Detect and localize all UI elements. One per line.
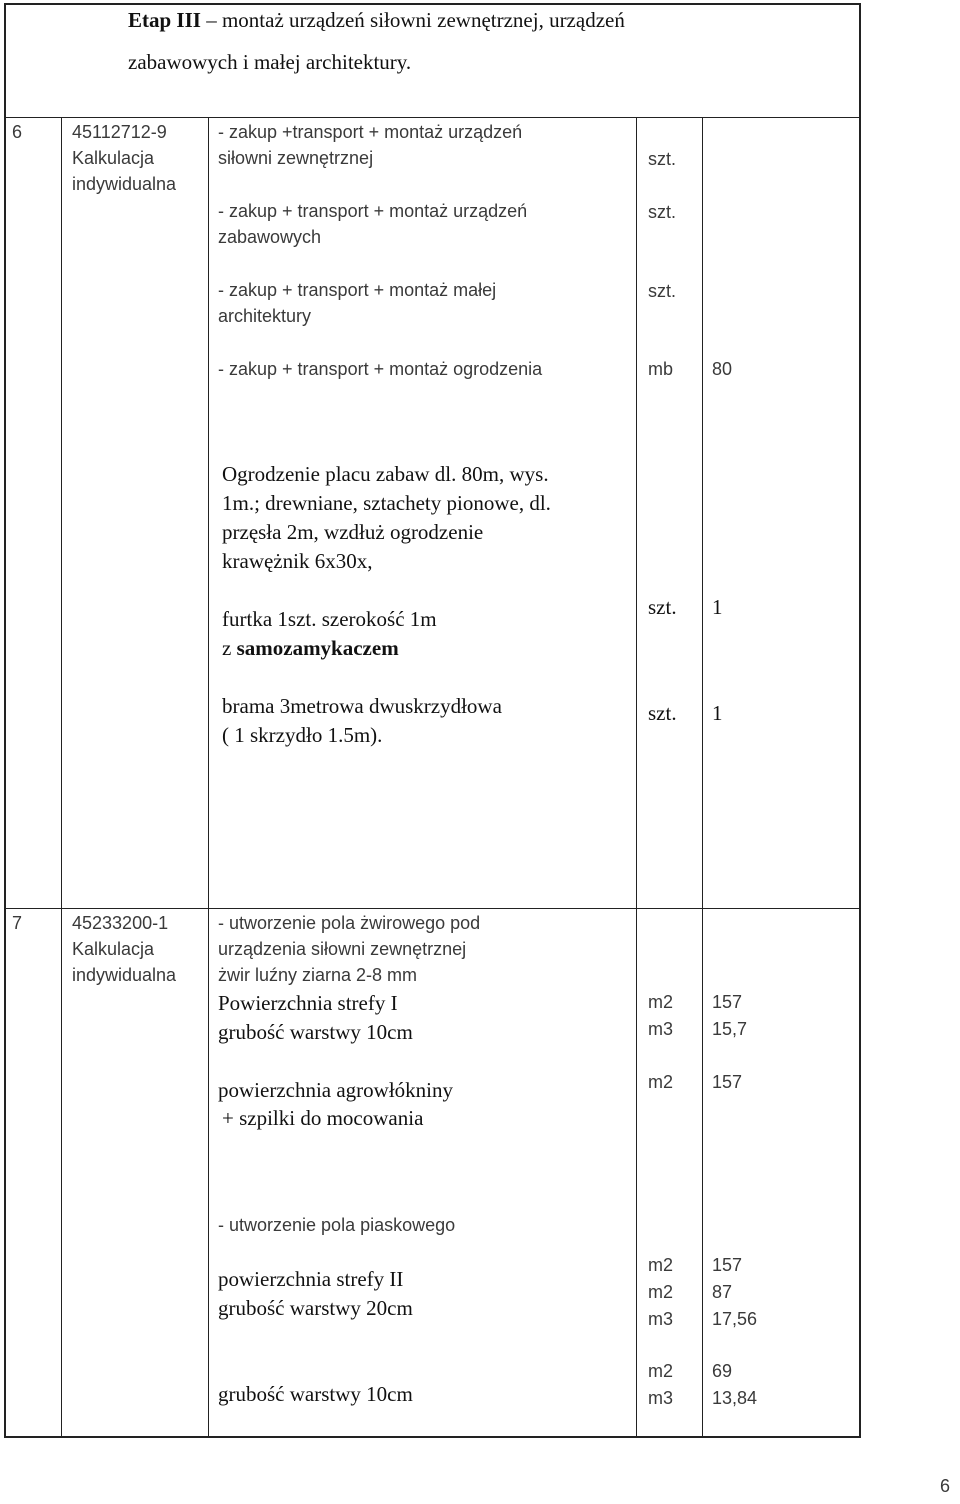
item6-desc-line: - zakup + transport + montaż urządzeń — [218, 201, 528, 221]
row-divider — [4, 908, 861, 909]
unit-m2-agro: m2 — [648, 1072, 674, 1092]
table-border-left — [4, 3, 6, 1438]
fence-desc-line: Ogrodzenie placu zabaw dl. 80m, wys. — [222, 462, 549, 486]
item6-unit: szt. — [648, 202, 677, 222]
gate-line1: furtka 1szt. szerokość 1m — [222, 607, 437, 631]
item6-calc-line1: Kalkulacja — [72, 148, 155, 168]
last-unit: m3 — [648, 1388, 674, 1408]
brama-line2: ( 1 skrzydło 1.5m). — [222, 723, 383, 747]
grubosc10-label: grubość warstwy 10cm — [218, 1020, 413, 1044]
item7-calc-line1: Kalkulacja — [72, 939, 155, 959]
header-title-bold: Etap III — [128, 8, 201, 32]
sand-qty: 157 — [712, 1255, 743, 1275]
qty-157: 157 — [712, 992, 743, 1012]
sand-qty: 87 — [712, 1282, 733, 1302]
strefa1-label: Powierzchnia strefy I — [218, 991, 398, 1015]
item6-unit: szt. — [648, 149, 677, 169]
gravel-desc-line: - utworzenie pola żwirowego pod — [218, 913, 481, 933]
item6-desc-line: architektury — [218, 306, 312, 326]
fence-desc-line: krawężnik 6x30x, — [222, 549, 373, 573]
header-divider — [4, 117, 861, 118]
item7-code: 45233200-1 — [72, 913, 169, 933]
szpilki-label: + szpilki do mocowania — [222, 1106, 424, 1130]
item6-desc-line: zabawowych — [218, 227, 322, 247]
gate-qty: 1 — [712, 595, 723, 619]
last-qty: 69 — [712, 1361, 733, 1381]
gate-line2-bold: samozamykaczem — [236, 636, 399, 660]
page-number: 6 — [940, 1476, 951, 1496]
brama-qty: 1 — [712, 701, 723, 725]
table-border-right — [859, 3, 861, 1438]
item6-unit: mb — [648, 359, 674, 379]
table-border-top — [4, 3, 861, 5]
gravel-desc-line: żwir luźny ziarna 2-8 mm — [218, 965, 418, 985]
header-title-rest: – montaż urządzeń siłowni zewnętrznej, urządzeń — [200, 8, 625, 32]
sand-unit: m2 — [648, 1255, 674, 1275]
item6-calc-line2: indywidualna — [72, 174, 177, 194]
col-divider-4 — [702, 117, 703, 1437]
fence-desc-line: przęsła 2m, wzdłuż ogrodzenie — [222, 520, 484, 544]
gravel-desc-line: urządzenia siłowni zewnętrznej — [218, 939, 467, 959]
item6-unit: szt. — [648, 281, 677, 301]
sand-qty: 17,56 — [712, 1309, 758, 1329]
item6-qty-fence: 80 — [712, 359, 733, 379]
item7-calc-line2: indywidualna — [72, 965, 177, 985]
strefa2-label: powierzchnia strefy II — [218, 1267, 404, 1291]
last-qty: 13,84 — [712, 1388, 758, 1408]
item6-code: 45112712-9 — [72, 122, 167, 142]
last-unit: m2 — [648, 1361, 674, 1381]
gate-line2 — [222, 638, 399, 659]
unit-m2: m2 — [648, 992, 674, 1012]
col-divider-3 — [636, 117, 637, 1437]
header-title — [128, 10, 625, 31]
col-divider-1 — [61, 117, 62, 1437]
item7-lp: 7 — [12, 913, 23, 933]
table-border-bottom — [4, 1436, 861, 1438]
item6-desc-line: siłowni zewnętrznej — [218, 148, 374, 168]
brama-unit: szt. — [648, 701, 677, 725]
unit-m3: m3 — [648, 1019, 674, 1039]
sand-desc: - utworzenie pola piaskowego — [218, 1215, 456, 1235]
brama-line1: brama 3metrowa dwuskrzydłowa — [222, 694, 502, 718]
qty-15-7: 15,7 — [712, 1019, 748, 1039]
item6-desc-line: - zakup + transport + montaż małej — [218, 280, 497, 300]
item6-desc-line: - zakup +transport + montaż urządzeń — [218, 122, 523, 142]
agro-label: powierzchnia agrowłókniny — [218, 1078, 454, 1102]
gate-line2-prefix: z — [222, 636, 237, 660]
sand-unit: m3 — [648, 1309, 674, 1329]
gate-unit: szt. — [648, 595, 677, 619]
sand-unit: m2 — [648, 1282, 674, 1302]
fence-desc-line: 1m.; drewniane, sztachety pionowe, dl. — [222, 491, 551, 515]
grubosc20-label: grubość warstwy 20cm — [218, 1296, 413, 1320]
col-divider-2 — [208, 117, 209, 1437]
item6-desc-line: - zakup + transport + montaż ogrodzenia — [218, 359, 543, 379]
qty-agro: 157 — [712, 1072, 743, 1092]
item6-lp: 6 — [12, 122, 23, 142]
header-title-line2: zabawowych i małej architektury. — [128, 50, 412, 74]
grubosc10b-label: grubość warstwy 10cm — [218, 1382, 413, 1406]
